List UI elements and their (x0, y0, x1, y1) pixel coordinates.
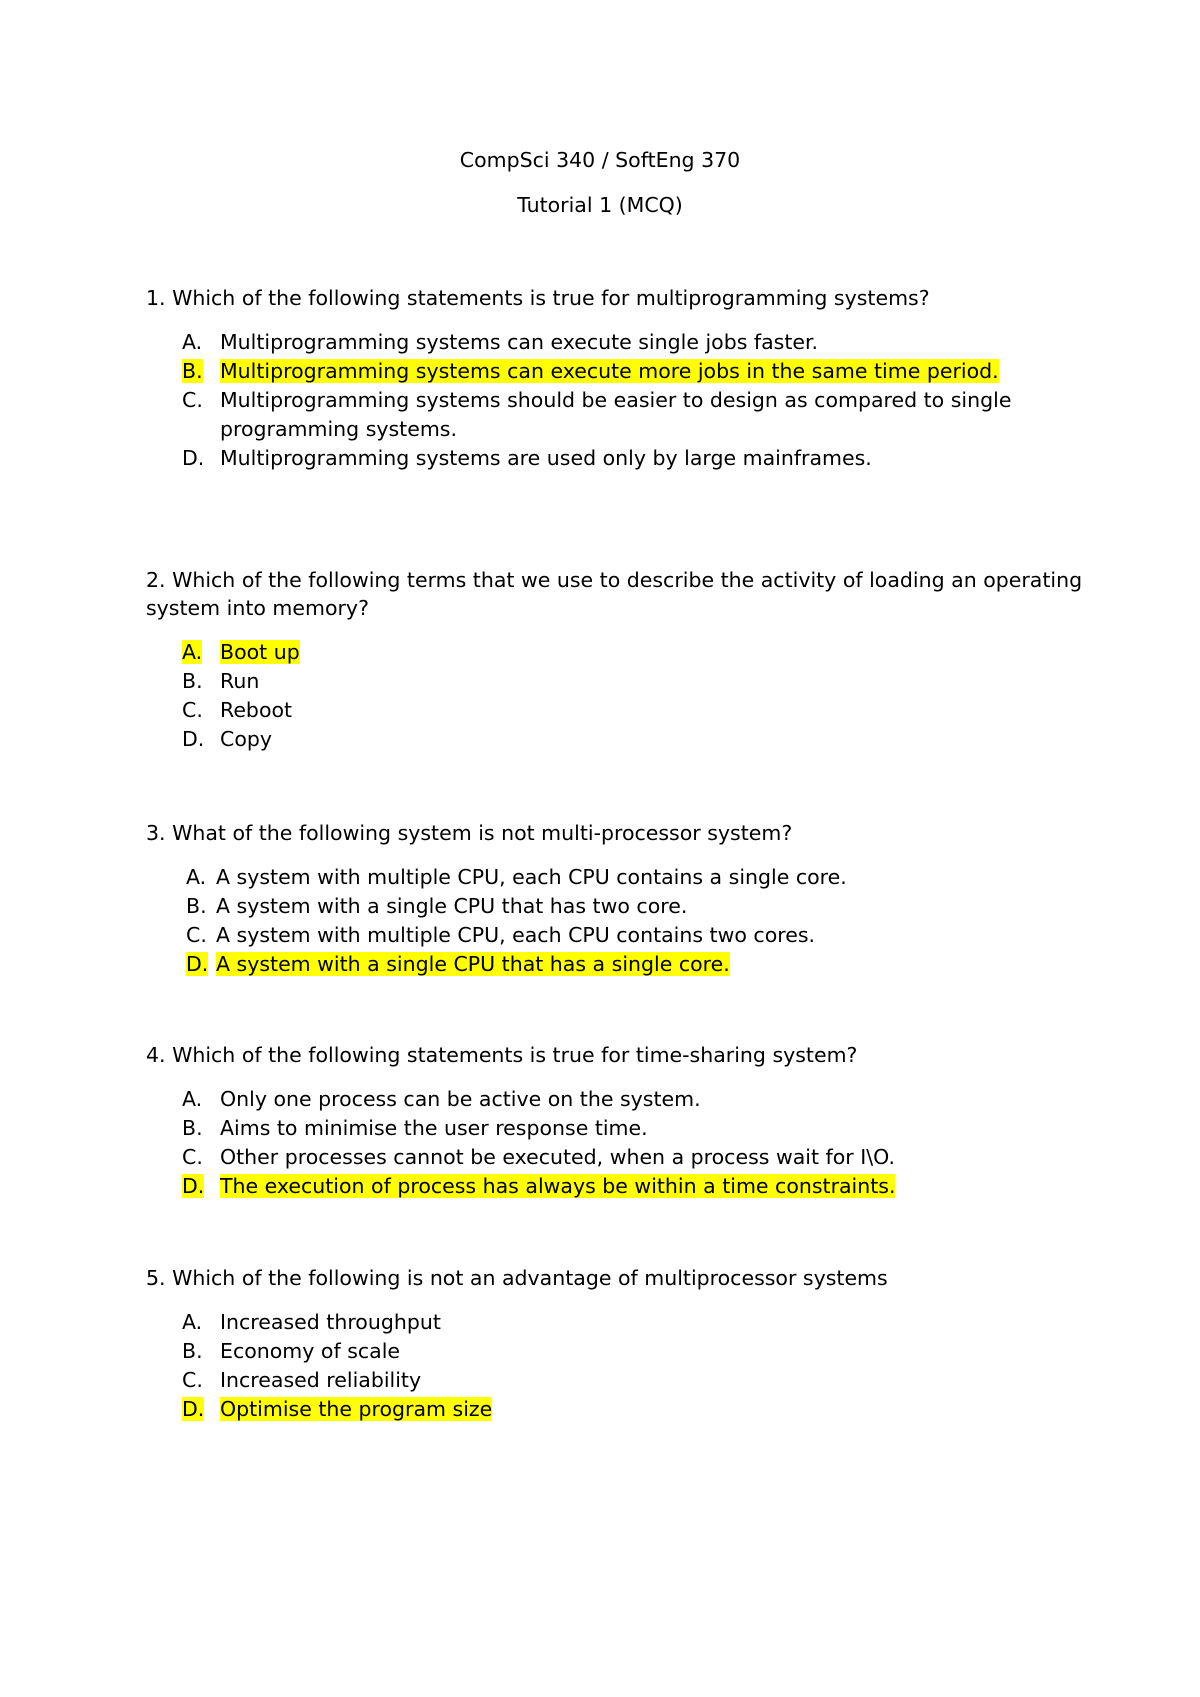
option-b (146, 1114, 1086, 1143)
option-b-highlighted (146, 357, 1086, 386)
option-letter: D. (182, 1174, 205, 1198)
option-list (146, 638, 1086, 754)
question-2 (146, 566, 1086, 754)
option-c (146, 386, 1086, 444)
option-list (146, 863, 1086, 979)
question-text: 1. Which of the following statements is true for multiprogramming systems? (146, 286, 930, 310)
option-d (146, 444, 1086, 473)
option-d (146, 725, 1086, 754)
option-text: The execution of process has always be within a time constraints. (220, 1174, 896, 1198)
course-title: CompSci 340 / SoftEng 370 (459, 148, 741, 172)
option-letter: D. (182, 1397, 205, 1421)
option-a-highlighted (146, 638, 1086, 667)
option-letter: B. (182, 359, 203, 383)
option-text: Copy (220, 727, 273, 751)
option-letter: A. (186, 865, 207, 889)
option-letter: A. (182, 330, 203, 354)
option-b (146, 892, 1086, 921)
question-text: 3. What of the following system is not multi-processor system? (146, 821, 793, 845)
question-5 (146, 1264, 1086, 1424)
option-text: Increased throughput (220, 1310, 441, 1334)
option-text: Multiprogramming systems should be easier to design as compared to single programming systems. (220, 388, 1012, 441)
option-letter: D. (186, 952, 209, 976)
option-letter: B. (182, 1116, 203, 1140)
option-d-highlighted (146, 1172, 1086, 1201)
option-letter: A. (182, 1310, 203, 1334)
option-letter: C. (182, 1145, 203, 1169)
option-text: Boot up (220, 640, 300, 664)
option-text: A system with a single CPU that has a single core. (216, 952, 730, 976)
option-text: Aims to minimise the user response time. (220, 1116, 648, 1140)
option-c (146, 1143, 1086, 1172)
option-text: Only one process can be active on the system. (220, 1087, 701, 1111)
question-text: 5. Which of the following is not an advantage of multiprocessor systems (146, 1266, 888, 1290)
option-text: Increased reliability (220, 1368, 422, 1392)
option-text: Multiprogramming systems can execute more jobs in the same time period. (220, 359, 999, 383)
question-3 (146, 819, 1086, 979)
option-letter: C. (182, 388, 203, 412)
option-list (146, 1308, 1086, 1424)
option-letter: A. (182, 1087, 203, 1111)
option-text: A system with a single CPU that has two core. (216, 894, 688, 918)
option-b (146, 667, 1086, 696)
option-text: Reboot (220, 698, 293, 722)
option-list (146, 1085, 1086, 1201)
option-letter: B. (186, 894, 207, 918)
option-letter: A. (182, 640, 203, 664)
option-a (146, 328, 1086, 357)
question-text: 4. Which of the following statements is true for time-sharing system? (146, 1043, 858, 1067)
tutorial-title: Tutorial 1 (MCQ) (517, 193, 683, 217)
option-letter: C. (186, 923, 207, 947)
option-letter: D. (182, 727, 205, 751)
option-a (146, 1085, 1086, 1114)
option-text: A system with multiple CPU, each CPU contains a single core. (216, 865, 847, 889)
question-1 (146, 284, 1086, 473)
option-c (146, 696, 1086, 725)
option-c (146, 1366, 1086, 1395)
option-text: Run (220, 669, 260, 693)
option-d-highlighted (146, 1395, 1086, 1424)
option-text: Other processes cannot be executed, when a process wait for I\O. (220, 1145, 895, 1169)
option-text: Economy of scale (220, 1339, 401, 1363)
option-text: Multiprogramming systems are used only by large mainframes. (220, 446, 872, 470)
option-c (146, 921, 1086, 950)
option-text: A system with multiple CPU, each CPU contains two cores. (216, 923, 816, 947)
option-text: Optimise the program size (220, 1397, 493, 1421)
option-b (146, 1337, 1086, 1366)
option-a (146, 863, 1086, 892)
question-text: 2. Which of the following terms that we use to describe the activity of loading an operating system into memory? (146, 568, 1083, 620)
option-letter: B. (182, 1339, 203, 1363)
option-list (146, 328, 1086, 473)
option-letter: C. (182, 698, 203, 722)
option-text: Multiprogramming systems can execute single jobs faster. (220, 330, 819, 354)
option-d-highlighted (146, 950, 1086, 979)
option-letter: D. (182, 446, 205, 470)
option-a (146, 1308, 1086, 1337)
option-letter: C. (182, 1368, 203, 1392)
option-letter: B. (182, 669, 203, 693)
question-4 (146, 1041, 1086, 1201)
